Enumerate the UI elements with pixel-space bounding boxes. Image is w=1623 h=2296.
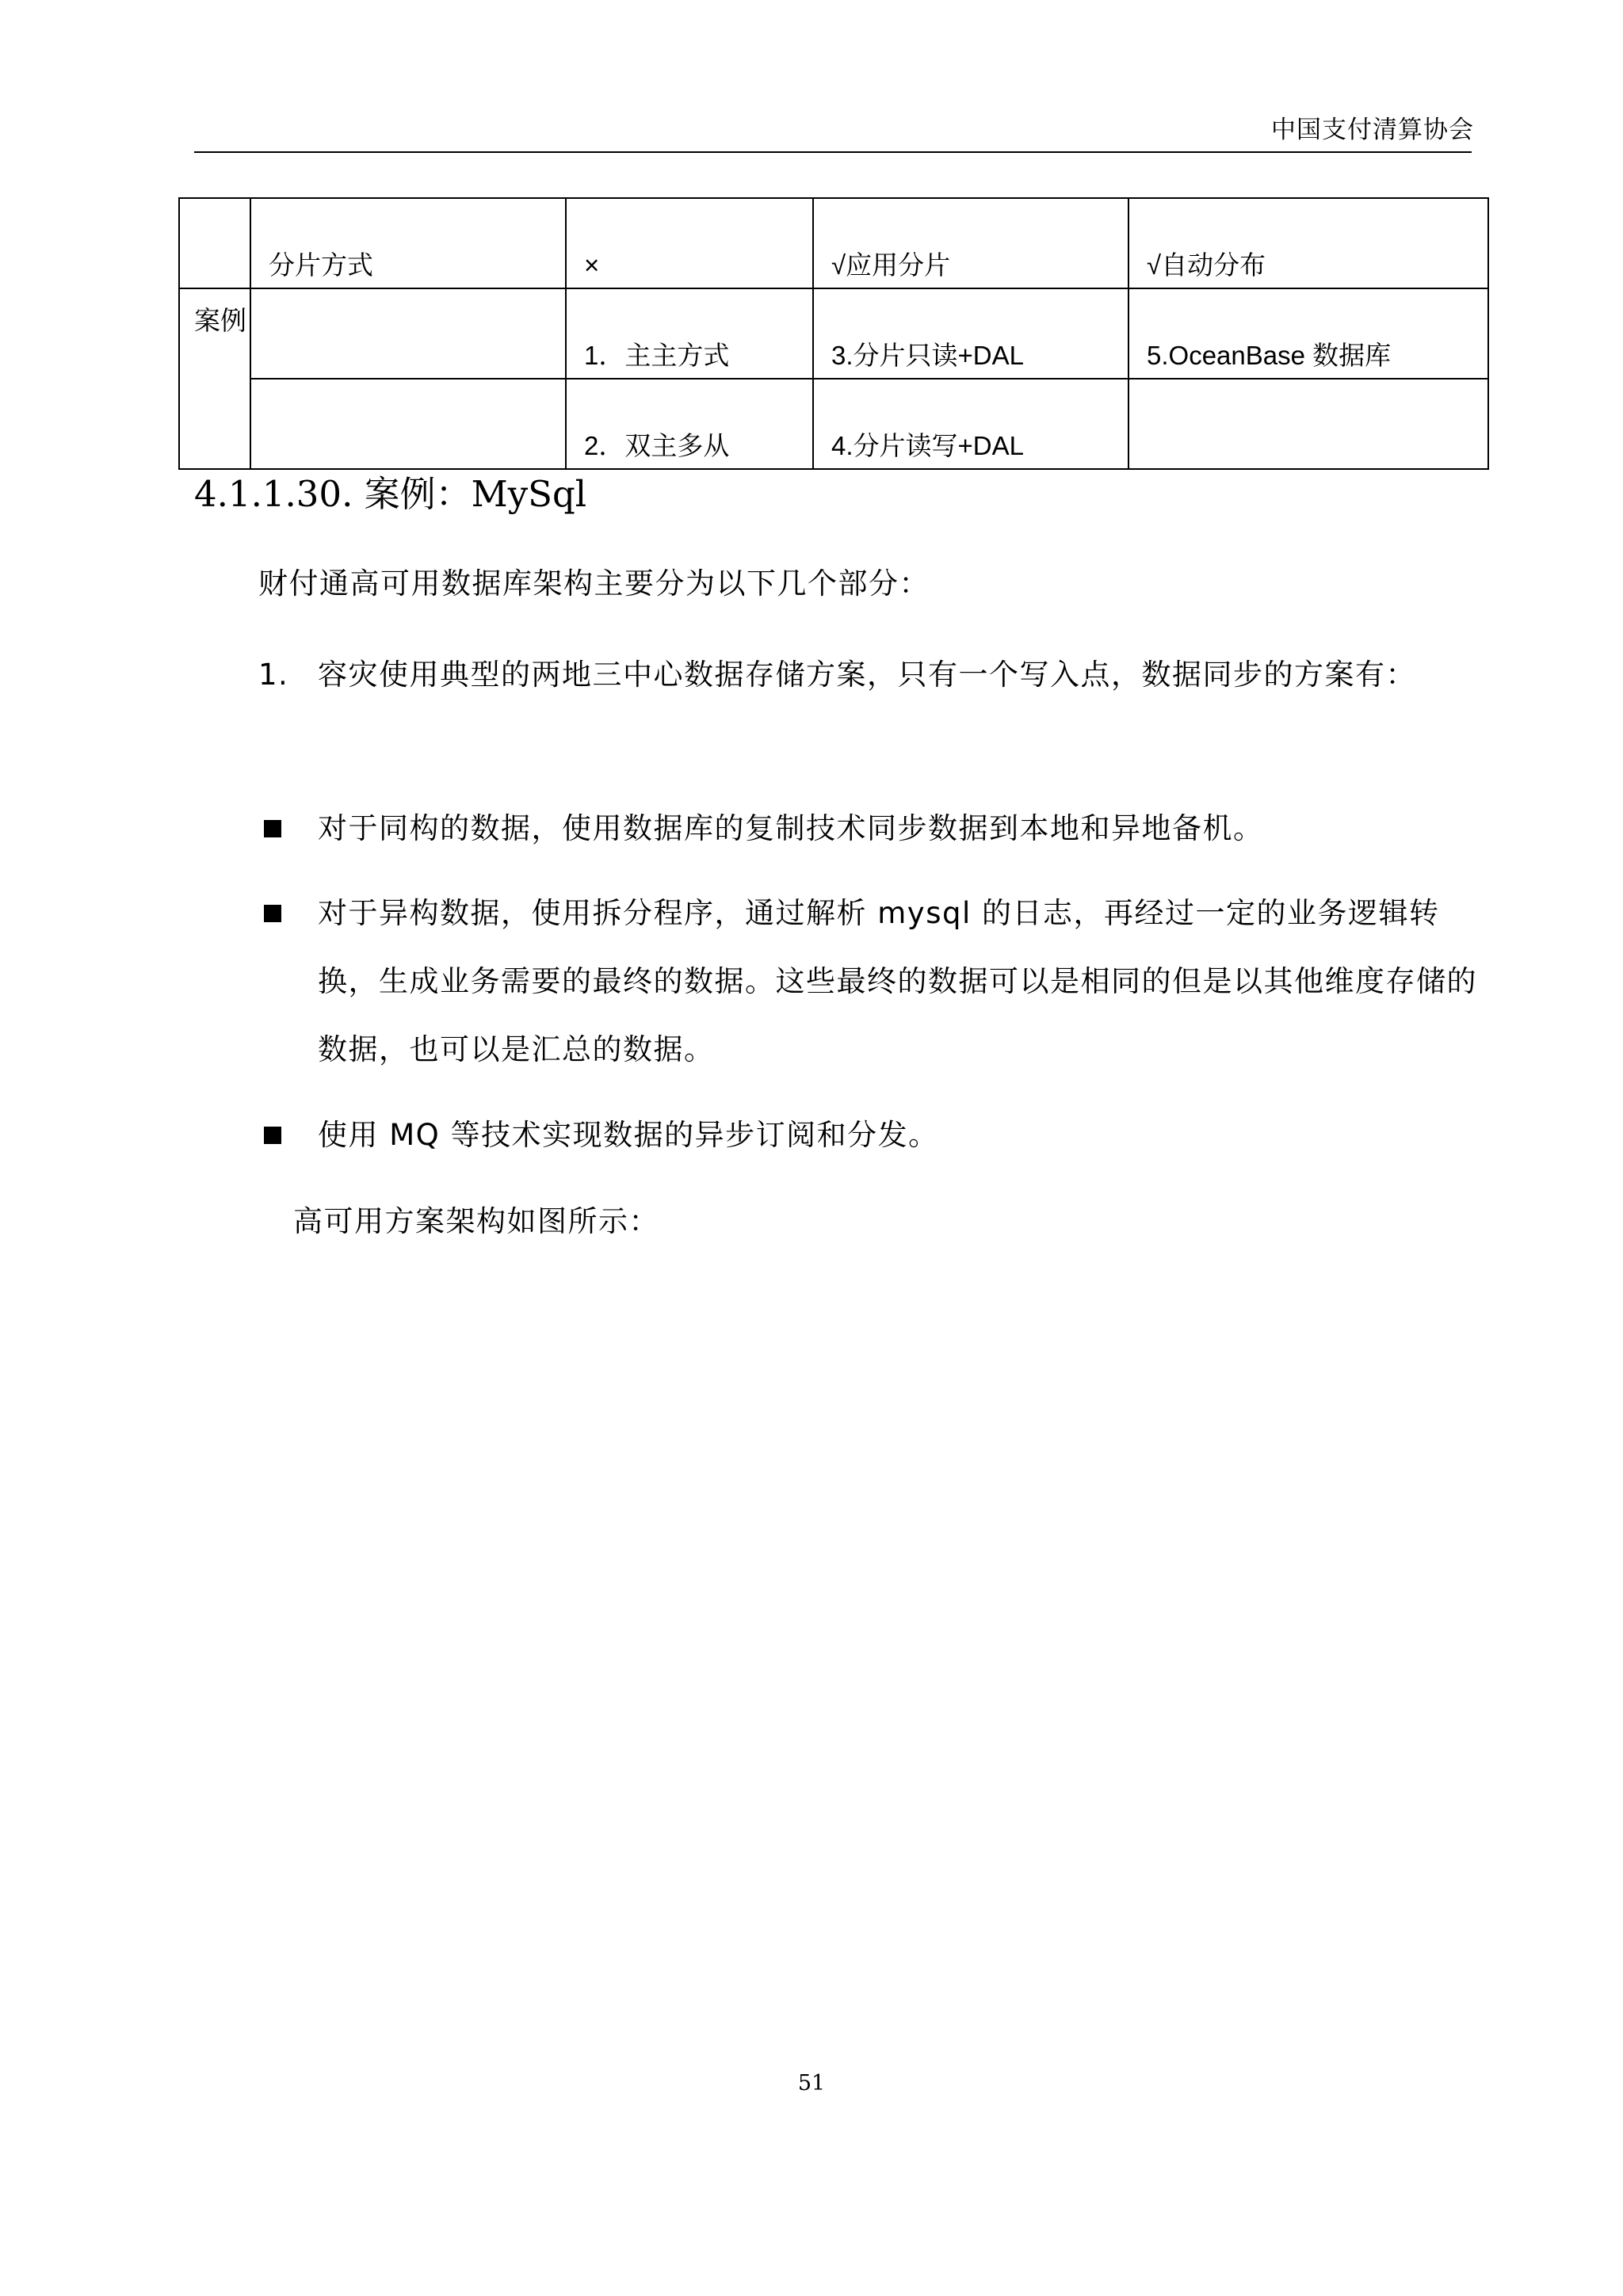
case-comparison-table [178, 197, 1489, 470]
list-item-text: 容灾使用典型的两地三中心数据存储方案，只有一个写入点，数据同步的方案有： [318, 658, 1416, 692]
section-heading: 4.1.1.30. 案例：MySql [194, 473, 587, 515]
table-cell: 4.分片读写+DAL [813, 379, 1128, 469]
table-cell: 5.OceanBase 数据库 [1128, 288, 1488, 379]
table-cell: 1．主主方式 [566, 288, 813, 379]
square-bullet-icon [264, 1127, 281, 1144]
list-number: 1. [258, 658, 289, 692]
header-organization: 中国支付清算协会 [1271, 116, 1474, 144]
intro-paragraph: 财付通高可用数据库架构主要分为以下几个部分： [258, 566, 930, 601]
table-header-row [179, 198, 1488, 288]
square-bullet-icon [264, 820, 281, 837]
table-cell-method-label: 分片方式 [250, 198, 566, 288]
table-cell: 2．双主多从 [566, 379, 813, 469]
page-number: 51 [797, 2071, 826, 2096]
table-cell: × [566, 198, 813, 288]
table-cell [1128, 379, 1488, 469]
table-cell: √应用分片 [813, 198, 1128, 288]
table-row [179, 379, 1488, 469]
table-cell [250, 379, 566, 469]
bullet-text: 对于同构的数据，使用数据库的复制技术同步数据到本地和异地备机。 [318, 811, 1264, 845]
square-bullet-icon [264, 905, 281, 922]
table-cell: 3.分片只读+DAL [813, 288, 1128, 379]
table-row-label: 案例 [179, 288, 250, 469]
bullet-text: 对于异构数据，使用拆分程序，通过解析 mysql 的日志，再经过一定的业务逻辑转换，生成业务需要的最终的数据。这些最终的数据可以是相同的但是以其他维度存储的数据，也可以是汇总的数据。 [318, 896, 1477, 1066]
bullet-text: 使用 MQ 等技术实现数据的异步订阅和分发。 [318, 1118, 939, 1152]
closing-paragraph: 高可用方案架构如图所示： [293, 1204, 659, 1238]
table-cell [179, 198, 250, 288]
table-cell: √自动分布 [1128, 198, 1488, 288]
table-cell [250, 288, 566, 379]
header-divider [194, 151, 1472, 153]
table-row [179, 288, 1488, 379]
